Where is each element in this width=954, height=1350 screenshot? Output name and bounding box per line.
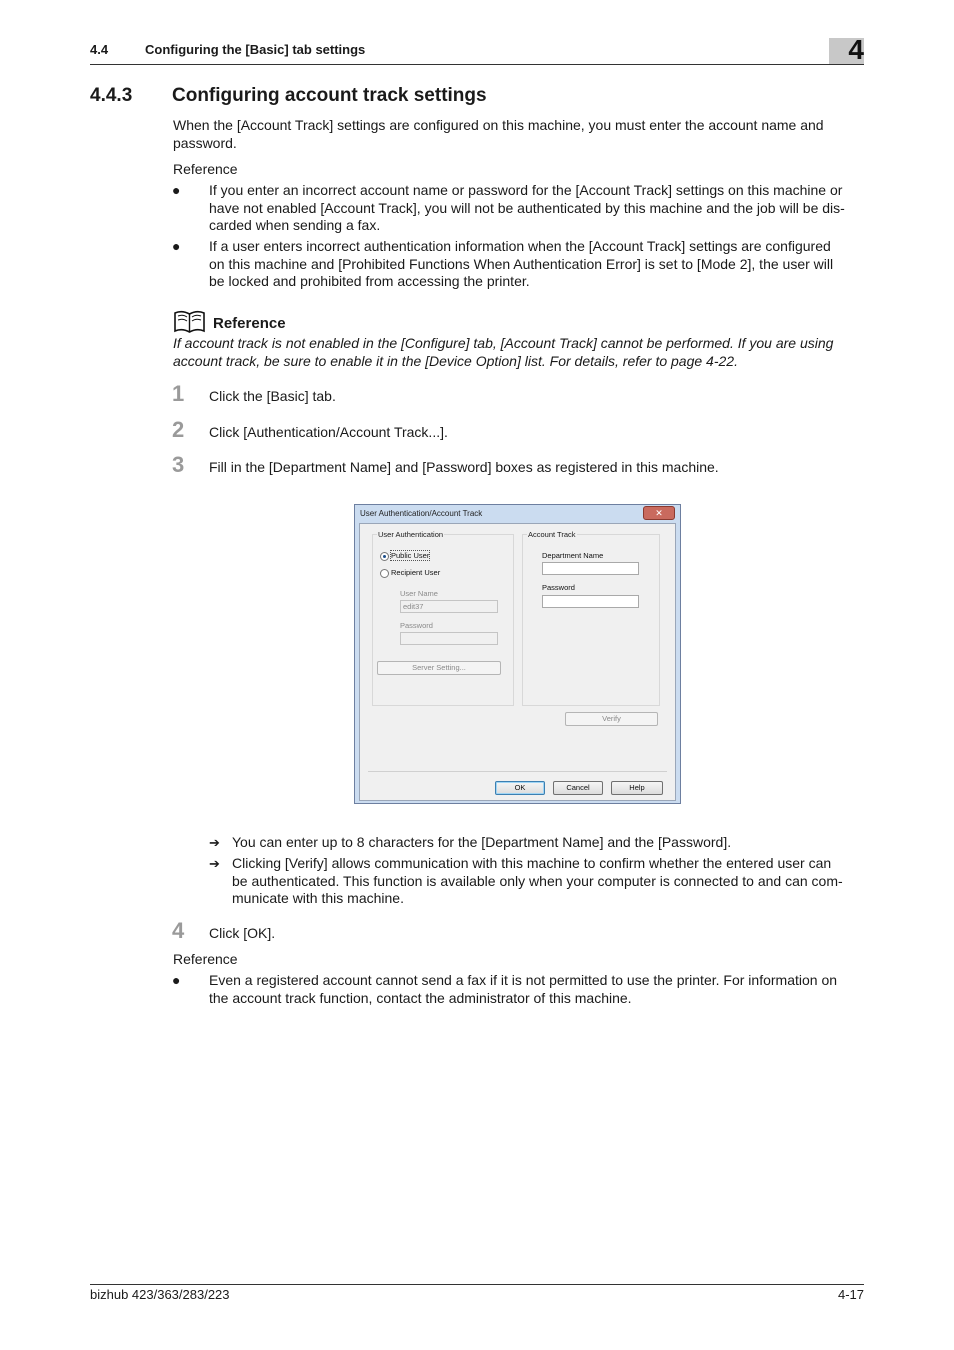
note-line: be authenticated. This function is available only when your computer is connected to and can com- bbox=[232, 872, 843, 889]
user-password-label: Password bbox=[400, 621, 433, 630]
bullet-dot: ● bbox=[172, 972, 181, 988]
footer-page-number: 4-17 bbox=[837, 1287, 864, 1302]
bullet-line: If you enter an incorrect account name or password for the [Account Track] settings on this machine or bbox=[209, 182, 843, 198]
recipient-user-radio[interactable] bbox=[380, 569, 389, 578]
close-icon[interactable]: ✕ bbox=[643, 506, 675, 520]
intro-line: password. bbox=[173, 134, 237, 151]
bullet-dot: ● bbox=[172, 182, 181, 198]
note-item bbox=[232, 834, 731, 852]
auth-dialog-screenshot bbox=[354, 504, 681, 804]
note-line: You can enter up to 8 characters for the [Department Name] and the [Password]. bbox=[232, 834, 732, 850]
step-text: Click [OK]. bbox=[209, 925, 276, 941]
arrow-marker: ➔ bbox=[209, 835, 220, 850]
bullet-line: If a user enters incorrect authentication information when the [Account Track] settings are configured bbox=[209, 238, 831, 254]
help-button[interactable]: Help bbox=[611, 781, 663, 795]
reference-text bbox=[173, 335, 833, 370]
reference-line: If account track is not enabled in the [Configure] tab, [Account Track] cannot be performed. If you are using bbox=[173, 335, 834, 351]
note-line: Clicking [Verify] allows communication with this machine to confirm whether the entered user can bbox=[232, 855, 832, 871]
section-title: Configuring account track settings bbox=[172, 85, 487, 106]
cancel-button[interactable]: Cancel bbox=[553, 781, 603, 795]
bullet-line: be locked and prohibited from accessing the printer. bbox=[209, 273, 530, 290]
intro-paragraph bbox=[173, 117, 824, 152]
verify-button[interactable]: Verify bbox=[565, 712, 658, 726]
account-track-group-label: Account Track bbox=[528, 530, 576, 539]
reference-title: Reference bbox=[213, 315, 286, 332]
dialog-body bbox=[359, 523, 676, 801]
footer-model: bizhub 423/363/283/223 bbox=[90, 1287, 230, 1302]
note-item bbox=[232, 855, 843, 908]
step-text: Click [Authentication/Account Track...]. bbox=[209, 424, 448, 440]
step-number: 2 bbox=[172, 417, 185, 442]
account-password-input[interactable] bbox=[542, 595, 639, 608]
step-number: 4 bbox=[172, 918, 185, 943]
department-name-label: Department Name bbox=[542, 551, 604, 560]
reference-label: Reference bbox=[173, 161, 238, 177]
header-rule bbox=[90, 64, 864, 65]
book-icon bbox=[173, 310, 206, 334]
bullet-line: have not enabled [Account Track], you will not be authenticated by this machine and the job will be dis- bbox=[209, 199, 845, 216]
bullet-line: the account track function, contact the administrator of this machine. bbox=[209, 989, 632, 1006]
bullet-dot: ● bbox=[172, 238, 181, 254]
bullet-item bbox=[209, 238, 833, 291]
header-section-number: 4.4 bbox=[90, 42, 109, 57]
step-text: Click the [Basic] tab. bbox=[209, 388, 336, 404]
chapter-number: 4 bbox=[848, 34, 864, 65]
step-number: 3 bbox=[172, 452, 185, 477]
bullet-item bbox=[209, 182, 845, 235]
section-number: 4.4.3 bbox=[90, 85, 133, 106]
dialog-separator bbox=[368, 771, 667, 772]
bullet-line: Even a registered account cannot send a fax if it is not permitted to use the printer. For information on bbox=[209, 972, 838, 988]
user-auth-group-label: User Authentication bbox=[378, 530, 444, 539]
note-line: municate with this machine. bbox=[232, 890, 404, 907]
user-password-input[interactable] bbox=[400, 632, 498, 645]
user-name-label: User Name bbox=[400, 589, 438, 598]
reference-line: account track, be sure to enable it in the [Device Option] list. For details, refer to page 4-22. bbox=[173, 352, 738, 369]
department-name-input[interactable] bbox=[542, 562, 639, 575]
bullet-item bbox=[209, 972, 837, 1007]
footer-rule bbox=[90, 1284, 864, 1285]
bullet-line: on this machine and [Prohibited Functions When Authentication Error] is set to [Mode 2], the user will bbox=[209, 255, 834, 272]
ok-button[interactable]: OK bbox=[495, 781, 545, 795]
header-section-title: Configuring the [Basic] tab settings bbox=[145, 42, 366, 57]
server-setting-button[interactable]: Server Setting... bbox=[377, 661, 501, 675]
dialog-title: User Authentication/Account Track bbox=[360, 509, 483, 518]
reference-label: Reference bbox=[173, 951, 238, 967]
public-user-label[interactable]: Public User bbox=[391, 551, 430, 560]
user-name-input[interactable]: edit37 bbox=[400, 600, 498, 613]
step-number: 1 bbox=[172, 381, 185, 406]
bullet-line: carded when sending a fax. bbox=[209, 217, 381, 234]
step-text: Fill in the [Department Name] and [Password] boxes as registered in this machine. bbox=[209, 459, 719, 475]
intro-line: When the [Account Track] settings are configured on this machine, you must enter the account name and bbox=[173, 117, 824, 133]
account-password-label: Password bbox=[542, 583, 575, 592]
arrow-marker: ➔ bbox=[209, 856, 220, 871]
recipient-user-label[interactable]: Recipient User bbox=[391, 568, 441, 577]
public-user-radio[interactable] bbox=[380, 552, 389, 561]
